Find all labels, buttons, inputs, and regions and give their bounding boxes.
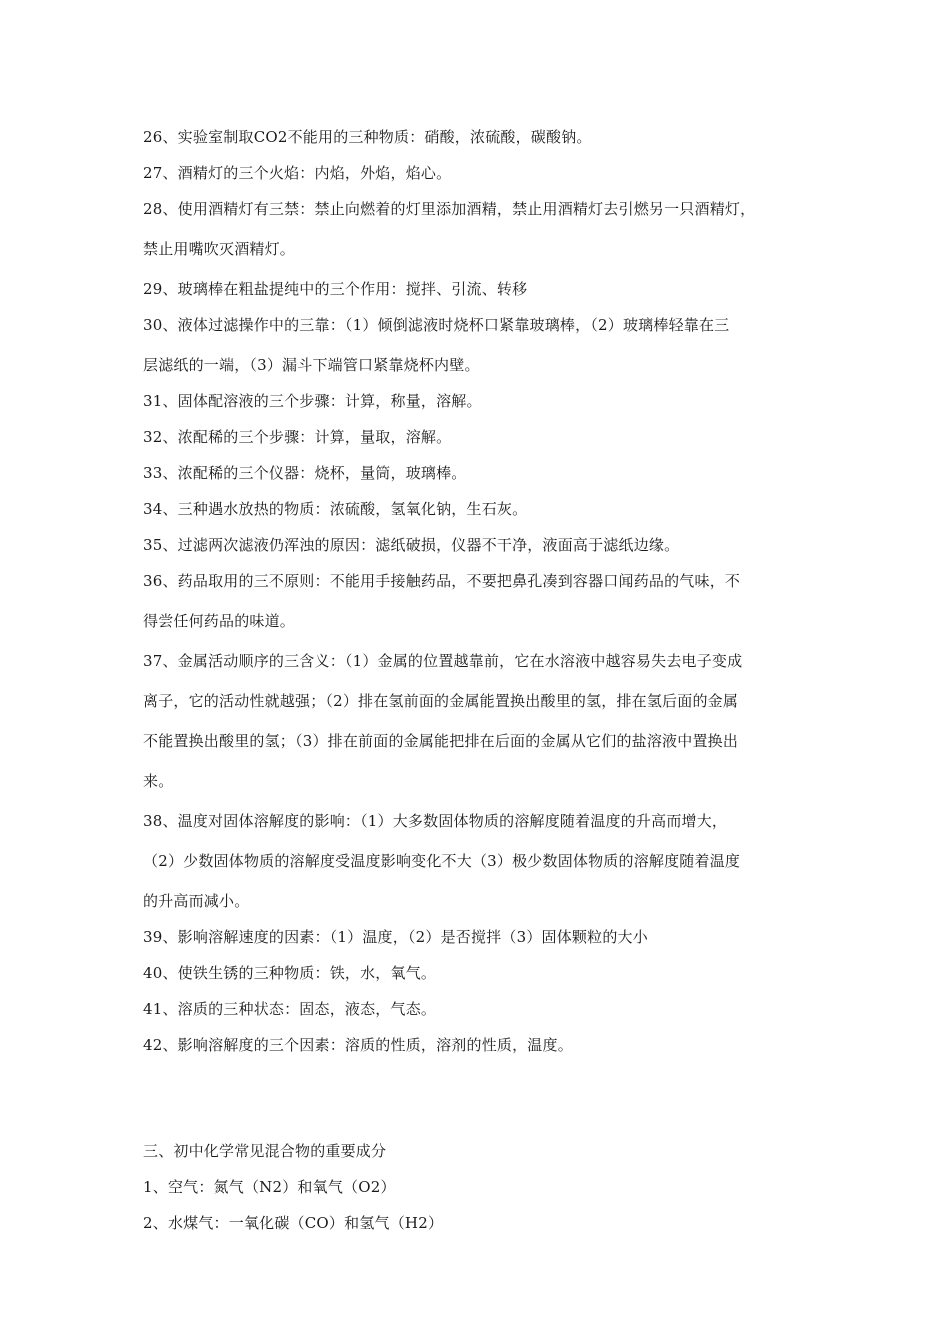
section-spacer [143,1063,813,1133]
text-line: 得尝任何药品的味道。 [143,612,296,630]
text-line: 38、温度对固体溶解度的影响：（1）大多数固体物质的溶解度随着温度的升高而增大， [143,812,728,830]
text-line: 28、使用酒精灯有三禁：禁止向燃着的灯里添加酒精，禁止用酒精灯去引燃另一只酒精灯， [143,200,756,218]
text-line: （2）少数固体物质的溶解度受温度影响变化不大（3）极少数固体物质的溶解度随着温度 [143,852,741,870]
text-line: 30、液体过滤操作中的三靠：（1）倾倒滤液时烧杯口紧靠玻璃棒，（2）玻璃棒轻靠在三 [143,316,730,334]
text-line: 层滤纸的一端，（3）漏斗下端管口紧靠烧杯内壁。 [143,356,480,374]
text-line: 来。 [143,772,174,790]
text-line: 2、水煤气：一氧化碳（CO）和氢气（H2） [143,1214,444,1232]
text-line: 37、金属活动顺序的三含义：（1）金属的位置越靠前，它在水溶液中越容易失去电子变成 [143,652,743,670]
text-line: 41、溶质的三种状态：固态，液态，气态。 [143,1000,437,1018]
text-line: 1、空气：氮气（N2）和氧气（O2） [143,1178,396,1196]
text-line: 39、影响溶解速度的因素：（1）温度，（2）是否搅拌（3）固体颗粒的大小 [143,928,648,946]
text-line: 40、使铁生锈的三种物质：铁，水，氧气。 [143,964,437,982]
document-body [143,119,813,1241]
text-line: 36、药品取用的三不原则：不能用手接触药品，不要把鼻孔凑到容器口闻药品的气味，不 [143,572,741,590]
text-line: 29、玻璃棒在粗盐提纯中的三个作用：搅拌、引流、转移 [143,280,528,298]
text-line: 31、固体配溶液的三个步骤：计算，称量，溶解。 [143,392,482,410]
text-line: 的升高而减小。 [143,892,250,910]
text-line: 42、影响溶解度的三个因素：溶质的性质，溶剂的性质，温度。 [143,1036,573,1054]
text-line: 禁止用嘴吹灭酒精灯。 [143,240,296,258]
text-line: 不能置换出酸里的氢；（3）排在前面的金属能把排在后面的金属从它们的盐溶液中置换出 [143,732,739,750]
text-line: 离子，它的活动性就越强；（2）排在氢前面的金属能置换出酸里的氢，排在氢后面的金属 [143,692,739,710]
text-line: 33、浓配稀的三个仪器：烧杯，量筒，玻璃棒。 [143,464,467,482]
text-line: 34、三种遇水放热的物质：浓硫酸，氢氧化钠，生石灰。 [143,500,528,518]
text-line: 27、酒精灯的三个火焰：内焰，外焰，焰心。 [143,164,452,182]
text-line: 26、实验室制取CO2不能用的三种物质：硝酸，浓硫酸，碳酸钠。 [143,128,592,146]
section-heading: 三、初中化学常见混合物的重要成分 [143,1142,387,1160]
text-line: 32、浓配稀的三个步骤：计算，量取，溶解。 [143,428,452,446]
text-line: 35、过滤两次滤液仍浑浊的原因：滤纸破损，仪器不干净，液面高于滤纸边缘。 [143,536,680,554]
